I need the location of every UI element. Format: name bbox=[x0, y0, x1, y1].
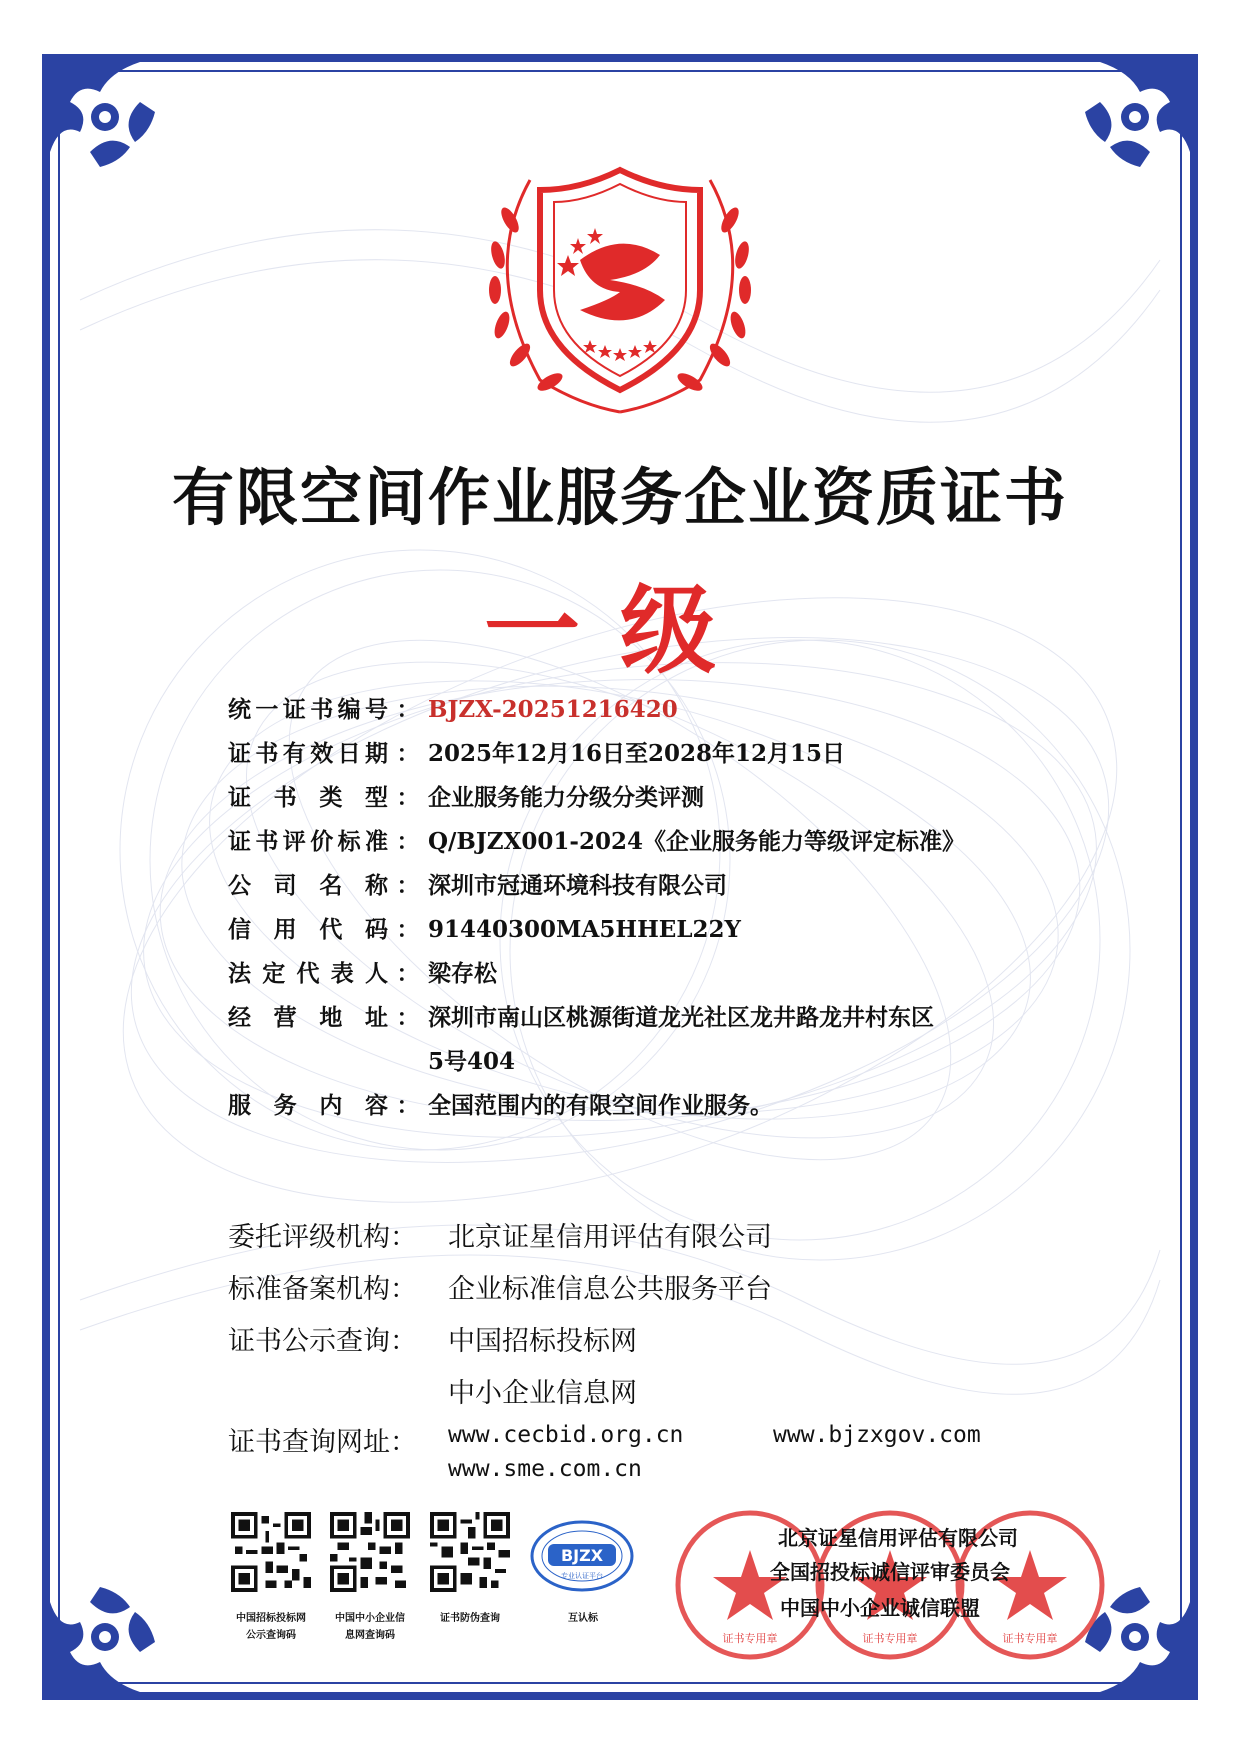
seal-org-line-1: 北京证星信用评估有限公司 bbox=[778, 1526, 1018, 1550]
qr-caption-line-1: 证书防伪查询 bbox=[440, 1613, 500, 1624]
seal-text-2: 证书专用章 bbox=[862, 1632, 918, 1645]
url-cecbid[interactable]: www.cecbid.org.cn bbox=[448, 1422, 684, 1448]
field-colon: ： bbox=[396, 696, 420, 723]
badge-text: BJZX bbox=[560, 1546, 604, 1565]
info-row-address bbox=[228, 996, 1048, 1084]
org-label bbox=[228, 1368, 448, 1420]
info-row-certificate-number bbox=[228, 688, 1048, 732]
info-row-valid-dates bbox=[228, 732, 1048, 776]
field-label: 服务内容 bbox=[228, 1092, 388, 1119]
corner-ornament-top-left-icon bbox=[50, 62, 180, 192]
qr-caption-line-2: 公示查询码 bbox=[246, 1630, 296, 1641]
field-colon: ： bbox=[396, 960, 420, 987]
field-colon: ： bbox=[396, 1092, 420, 1119]
qr-caption-line-1: 中国招标投标网 bbox=[236, 1613, 306, 1624]
org-row-public-query bbox=[228, 1316, 1048, 1368]
org-label: 标准备案机构： bbox=[228, 1274, 417, 1305]
filing-agency: 企业标准信息公共服务平台 bbox=[448, 1274, 772, 1305]
field-colon: ： bbox=[396, 740, 420, 767]
qr-caption-line-1: 中国中小企业信 bbox=[335, 1613, 405, 1624]
field-label: 证书类型 bbox=[228, 784, 388, 811]
field-colon: ： bbox=[396, 916, 420, 943]
org-row-public-query-2 bbox=[228, 1368, 1048, 1420]
badge-caption: 互认标 bbox=[568, 1613, 598, 1624]
corner-ornament-bottom-left-icon bbox=[50, 1562, 180, 1692]
valid-dates: 2025年12月16日至2028年12月15日 bbox=[428, 740, 846, 767]
qr-code-icon[interactable] bbox=[231, 1512, 311, 1592]
bjzx-badge-icon bbox=[530, 1520, 635, 1592]
qr-caption bbox=[216, 1610, 326, 1644]
org-label: 委托评级机构： bbox=[228, 1222, 417, 1253]
rating-agency: 北京证星信用评估有限公司 bbox=[448, 1222, 772, 1253]
business-address bbox=[428, 996, 988, 1084]
certificate-grade: 一级 bbox=[484, 574, 756, 687]
url-sme[interactable]: www.sme.com.cn bbox=[448, 1456, 642, 1482]
certificate-type: 企业服务能力分级分类评测 bbox=[428, 784, 704, 811]
field-label: 公司名称 bbox=[228, 872, 388, 899]
address-line-2: 5号404 bbox=[428, 1048, 516, 1075]
badge-ring-text: 专业认证平台 bbox=[561, 1572, 603, 1580]
field-label: 法定代表人 bbox=[228, 960, 388, 987]
seal-org-line-3: 中国中小企业诚信联盟 bbox=[780, 1596, 980, 1620]
field-label: 统一证书编号 bbox=[228, 696, 388, 723]
certificate-title: 有限空间作业服务企业资质证书 bbox=[171, 461, 1068, 534]
info-row-credit-code bbox=[228, 908, 1048, 952]
field-label: 证书有效日期 bbox=[228, 740, 388, 767]
info-row-standard bbox=[228, 820, 1048, 864]
field-colon: ： bbox=[396, 828, 420, 855]
credit-code: 91440300MA5HHEL22Y bbox=[428, 916, 741, 943]
certificate-number: BJZX-20251216420 bbox=[428, 696, 678, 723]
org-row-filing-agency bbox=[228, 1264, 1048, 1316]
field-colon: ： bbox=[396, 784, 420, 811]
legal-representative: 梁存松 bbox=[428, 960, 497, 987]
info-row-certificate-type bbox=[228, 776, 1048, 820]
field-colon: ： bbox=[396, 872, 420, 899]
info-row-company-name bbox=[228, 864, 1048, 908]
org-row-rating-agency bbox=[228, 1212, 1048, 1264]
qr-code-icon[interactable] bbox=[430, 1512, 510, 1592]
qr-caption-line-2: 息网查询码 bbox=[345, 1630, 395, 1641]
service-content: 全国范围内的有限空间作业服务。 bbox=[428, 1092, 773, 1119]
evaluation-standard: Q/BJZX001-2024《企业服务能力等级评定标准》 bbox=[428, 828, 965, 855]
field-label: 证书评价标准 bbox=[228, 828, 388, 855]
seal-text-3: 证书专用章 bbox=[1002, 1632, 1058, 1645]
public-query-site-1: 中国招标投标网 bbox=[448, 1326, 637, 1357]
certificate-info bbox=[228, 688, 1048, 1128]
qr-caption bbox=[315, 1610, 425, 1644]
field-label: 经营地址 bbox=[228, 1004, 388, 1031]
qr-code-icon[interactable] bbox=[330, 1512, 410, 1592]
public-query-site-2: 中小企业信息网 bbox=[448, 1378, 637, 1409]
shield-laurel-icon bbox=[470, 150, 770, 420]
seal-org-line-2: 全国招投标诚信评审委员会 bbox=[770, 1560, 1010, 1584]
company-name: 深圳市冠通环境科技有限公司 bbox=[428, 872, 727, 899]
url-bjzxgov[interactable]: www.bjzxgov.com bbox=[773, 1422, 981, 1448]
org-label: 证书公示查询： bbox=[228, 1326, 417, 1357]
address-line-1: 深圳市南山区桃源街道龙光社区龙井路龙井村东区 bbox=[428, 1004, 934, 1031]
organization-info bbox=[228, 1212, 1048, 1420]
corner-ornament-top-right-icon bbox=[1060, 62, 1190, 192]
field-colon: ： bbox=[396, 1004, 420, 1031]
qr-caption bbox=[415, 1610, 525, 1627]
info-row-service bbox=[228, 1084, 1048, 1128]
info-row-legal-rep bbox=[228, 952, 1048, 996]
url-label: 证书查询网址： bbox=[228, 1427, 417, 1458]
field-label: 信用代码 bbox=[228, 916, 388, 943]
seal-text-1: 证书专用章 bbox=[722, 1632, 778, 1645]
